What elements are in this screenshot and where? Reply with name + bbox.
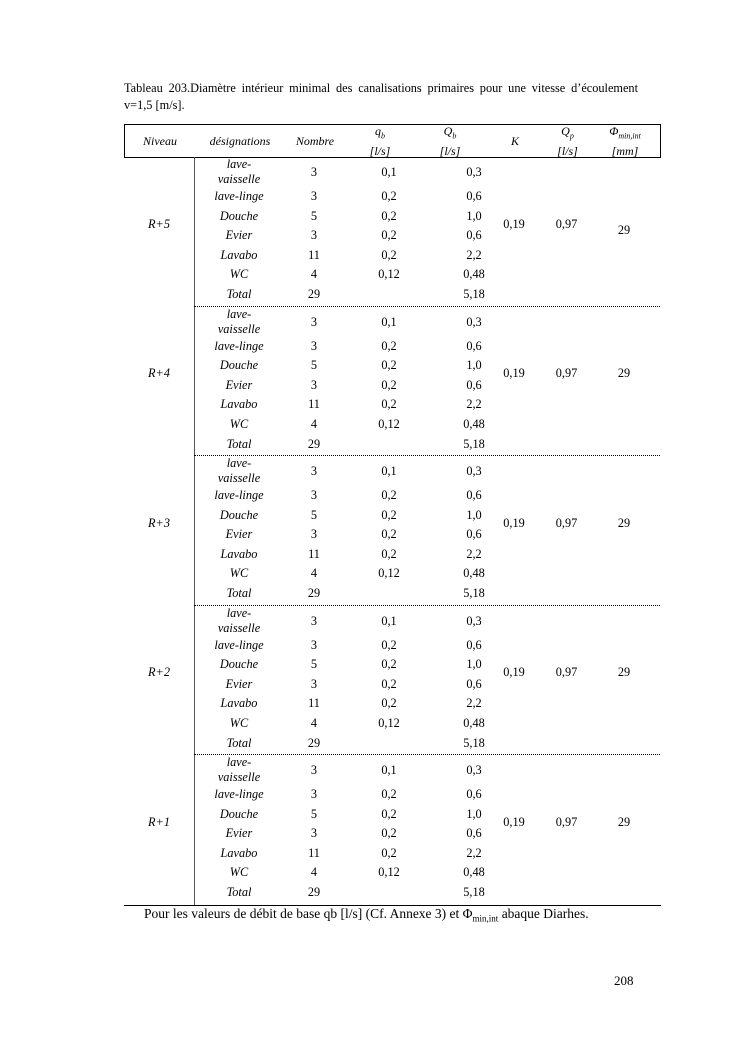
count-cell: 3	[310, 228, 318, 243]
count-cell: 29	[307, 735, 321, 750]
designation-cell: lave-linge	[214, 787, 264, 801]
Qb-cell: 1,0	[466, 208, 482, 223]
header-K: K	[510, 134, 519, 148]
header-nombre: Nombre	[295, 134, 335, 148]
Qb-cell: 0,6	[466, 488, 482, 502]
count-cell: 4	[310, 566, 318, 581]
count-cell: 3	[310, 338, 318, 353]
Qb-cell: 2,2	[466, 397, 482, 412]
phi-cell: 29	[617, 222, 631, 237]
header-designations: désignations	[209, 134, 271, 148]
table-note: Pour les valeurs de débit de base qb [l/s] (Cf. Annexe 3) et $\Phi_{min,int}$ abaque Diarhes.	[144, 906, 589, 924]
table-row	[194, 246, 661, 266]
phi-cell: 29	[617, 515, 631, 530]
Qb-cell: 0,48	[463, 715, 485, 730]
count-cell: 5	[310, 358, 318, 373]
Qb-cell: 5,18	[463, 885, 485, 899]
designation-cell: WC	[229, 566, 249, 581]
count-cell: 29	[307, 436, 321, 451]
designation-cell: Total	[226, 287, 252, 301]
count-cell: 5	[310, 208, 318, 223]
count-cell: 29	[307, 885, 321, 899]
qb-cell: 0,12	[378, 865, 400, 880]
designation-cell: WC	[229, 715, 249, 730]
Qb-cell: 0,48	[463, 566, 485, 581]
header-qb: $q_b$ [l/s]	[369, 124, 391, 158]
page-number: 208	[614, 973, 634, 988]
designation-cell: Lavabo	[220, 696, 258, 711]
count-cell: 3	[310, 488, 318, 502]
qb-cell: 0,2	[381, 358, 397, 373]
qb-cell: 0,2	[381, 507, 397, 522]
Qb-cell: 0,6	[466, 338, 482, 353]
designation-cell: lave-vaisselle	[217, 755, 261, 784]
table-row	[194, 636, 661, 656]
count-cell: 3	[310, 189, 318, 203]
table-row	[194, 755, 661, 785]
table-row	[194, 337, 661, 357]
designation-cell: Douche	[219, 657, 259, 672]
Qb-cell: 1,0	[466, 806, 482, 821]
Qb-cell: 5,18	[463, 735, 485, 750]
header-niveau: Niveau	[143, 134, 177, 148]
table-row	[194, 307, 661, 337]
count-cell: 3	[310, 377, 318, 392]
level-group	[124, 307, 661, 457]
table-row	[194, 785, 661, 805]
table-header	[124, 124, 661, 158]
designation-cell: Evier	[225, 228, 253, 243]
table-row	[194, 395, 661, 415]
table-caption: Tableau 203.Diamètre intérieur minimal des canalisations primaires pour une vitesse d’écoulement v=1,5 [m/s].	[124, 81, 638, 112]
Qp-cell: 0,97	[555, 665, 578, 680]
table-row	[194, 435, 661, 455]
table-row	[194, 356, 661, 376]
table-row	[194, 694, 661, 714]
Qb-cell: 0,6	[466, 676, 482, 691]
count-cell: 29	[307, 586, 321, 600]
level-label: R+1	[148, 814, 170, 829]
designation-cell: Douche	[219, 806, 259, 821]
phi-cell: 29	[617, 665, 631, 680]
qb-cell: 0,2	[381, 806, 397, 821]
table-row	[194, 187, 661, 207]
qb-cell: 0,2	[381, 527, 397, 542]
level-group	[124, 456, 661, 606]
table-row	[194, 805, 661, 825]
count-cell: 4	[310, 865, 318, 880]
designation-cell: Evier	[225, 676, 253, 691]
Qb-cell: 5,18	[463, 586, 485, 600]
count-cell: 3	[310, 613, 318, 628]
designation-cell: Total	[226, 885, 252, 899]
qb-cell: 0,2	[381, 189, 397, 203]
table-row	[194, 734, 661, 754]
Qb-cell: 0,48	[463, 416, 485, 431]
level-group	[124, 157, 661, 307]
table-row	[194, 207, 661, 227]
qb-cell: 0,2	[381, 787, 397, 801]
K-cell: 0,19	[503, 665, 525, 680]
Qb-cell: 0,3	[466, 464, 482, 478]
table-row	[194, 226, 661, 246]
designation-cell: lave-linge	[214, 189, 264, 203]
qb-cell: 0,2	[381, 377, 397, 392]
count-cell: 4	[310, 267, 318, 282]
table-row	[194, 883, 661, 903]
designation-cell: Lavabo	[220, 247, 258, 262]
qb-cell: 0,2	[381, 208, 397, 223]
table-row	[194, 456, 661, 486]
count-cell: 3	[310, 787, 318, 801]
designation-cell: lave-vaisselle	[217, 157, 261, 186]
designation-cell: Evier	[225, 826, 253, 841]
Qb-cell: 2,2	[466, 247, 482, 262]
qb-cell: 0,2	[381, 228, 397, 243]
Qb-cell: 2,2	[466, 546, 482, 561]
table-row	[194, 285, 661, 305]
level-label: R+3	[148, 515, 170, 530]
designation-cell: Evier	[225, 377, 253, 392]
Qb-cell: 0,3	[466, 613, 482, 628]
Qb-cell: 2,2	[466, 696, 482, 711]
Qb-cell: 5,18	[463, 436, 485, 451]
designation-cell: lave-linge	[214, 637, 264, 652]
table-row	[194, 655, 661, 675]
table-row	[194, 606, 661, 636]
designation-cell: Evier	[225, 527, 253, 542]
Qb-cell: 5,18	[463, 287, 485, 301]
Qb-cell: 0,6	[466, 787, 482, 801]
table-row	[194, 584, 661, 604]
count-cell: 3	[310, 826, 318, 841]
table-row	[194, 415, 661, 435]
designation-cell: Douche	[219, 507, 259, 522]
designation-cell: WC	[229, 416, 249, 431]
K-cell: 0,19	[503, 814, 525, 829]
Qb-cell: 2,2	[466, 845, 482, 860]
qb-cell: 0,1	[381, 613, 397, 628]
qb-cell: 0,1	[381, 165, 397, 179]
Qb-cell: 0,6	[466, 637, 482, 652]
count-cell: 4	[310, 416, 318, 431]
phi-cell: 29	[617, 814, 631, 829]
Qp-cell: 0,97	[555, 515, 578, 530]
level-group	[124, 606, 661, 756]
count-cell: 11	[308, 546, 320, 561]
designation-cell: WC	[229, 865, 249, 880]
qb-cell: 0,2	[381, 546, 397, 561]
designation-cell: Total	[226, 436, 252, 451]
count-cell: 3	[310, 763, 318, 777]
Qb-cell: 0,6	[466, 826, 482, 841]
qb-cell: 0,2	[381, 488, 397, 502]
Qb-cell: 0,6	[466, 189, 482, 203]
designation-cell: lave-vaisselle	[217, 605, 261, 635]
count-cell: 3	[310, 165, 318, 179]
count-cell: 3	[310, 676, 318, 691]
count-cell: 3	[310, 314, 318, 329]
qb-cell: 0,12	[378, 267, 400, 282]
designation-cell: lave-linge	[214, 488, 264, 502]
qb-cell: 0,1	[381, 763, 397, 777]
qb-cell: 0,2	[381, 637, 397, 652]
Qb-cell: 1,0	[466, 507, 482, 522]
level-label: R+5	[148, 216, 170, 231]
designation-cell: Douche	[219, 358, 259, 373]
qb-cell: 0,2	[381, 676, 397, 691]
Qb-cell: 0,3	[466, 763, 482, 777]
table-row	[194, 376, 661, 396]
phi-cell: 29	[617, 366, 631, 381]
designation-cell: Douche	[219, 208, 259, 223]
designation-cell: lave-linge	[214, 338, 264, 353]
table-row	[194, 824, 661, 844]
table-row	[194, 265, 661, 285]
count-cell: 3	[310, 464, 318, 478]
Qb-cell: 0,3	[466, 314, 482, 329]
count-cell: 3	[310, 637, 318, 652]
count-cell: 11	[308, 696, 320, 711]
qb-cell: 0,2	[381, 826, 397, 841]
header-Qb: $Q_b$ [l/s]	[439, 124, 461, 158]
qb-cell: 0,2	[381, 845, 397, 860]
designation-cell: Lavabo	[220, 845, 258, 860]
count-cell: 4	[310, 715, 318, 730]
table-row	[194, 486, 661, 506]
Qp-cell: 0,97	[555, 814, 578, 829]
count-cell: 3	[310, 527, 318, 542]
designation-cell: Total	[226, 586, 252, 600]
table-row	[194, 506, 661, 526]
Qb-cell: 1,0	[466, 358, 482, 373]
qb-cell: 0,2	[381, 247, 397, 262]
table-row	[194, 675, 661, 695]
designation-cell: Total	[226, 735, 252, 750]
level-label: R+2	[148, 665, 170, 680]
qb-cell: 0,1	[381, 314, 397, 329]
qb-cell: 0,2	[381, 657, 397, 672]
Qb-cell: 0,6	[466, 527, 482, 542]
qb-cell: 0,1	[381, 464, 397, 478]
header-Qp: $Q_p$ [l/s]	[557, 124, 578, 158]
Qb-cell: 0,48	[463, 267, 485, 282]
table-row	[194, 564, 661, 584]
header-phi: $\Phi_{min,int}$ [mm]	[609, 124, 641, 158]
count-cell: 5	[310, 507, 318, 522]
designation-cell: lave-vaisselle	[217, 306, 261, 336]
count-cell: 5	[310, 657, 318, 672]
qb-cell: 0,12	[378, 416, 400, 431]
Qp-cell: 0,97	[555, 366, 578, 381]
table-row	[194, 714, 661, 734]
level-group	[124, 755, 661, 905]
count-cell: 5	[310, 806, 318, 821]
qb-cell: 0,12	[378, 566, 400, 581]
table-row	[194, 545, 661, 565]
qb-cell: 0,2	[381, 397, 397, 412]
designation-cell: Lavabo	[220, 397, 258, 412]
qb-cell: 0,2	[381, 338, 397, 353]
count-cell: 29	[307, 287, 321, 301]
Qb-cell: 1,0	[466, 657, 482, 672]
table-row	[194, 863, 661, 883]
qb-cell: 0,2	[381, 696, 397, 711]
Qb-cell: 0,6	[466, 377, 482, 392]
table-row	[194, 844, 661, 864]
designation-cell: WC	[229, 267, 249, 282]
Qp-cell: 0,97	[555, 216, 578, 231]
K-cell: 0,19	[503, 366, 525, 381]
count-cell: 11	[308, 845, 320, 860]
Qb-cell: 0,6	[466, 228, 482, 243]
K-cell: 0,19	[503, 515, 525, 530]
level-label: R+4	[148, 366, 170, 381]
count-cell: 11	[308, 397, 320, 412]
designation-cell: Lavabo	[220, 546, 258, 561]
designation-cell: lave-vaisselle	[217, 456, 261, 485]
table-row	[194, 525, 661, 545]
count-cell: 11	[308, 247, 320, 262]
Qb-cell: 0,48	[463, 865, 485, 880]
qb-cell: 0,12	[378, 715, 400, 730]
table-row	[194, 157, 661, 187]
Qb-cell: 0,3	[466, 165, 482, 179]
K-cell: 0,19	[503, 216, 525, 231]
